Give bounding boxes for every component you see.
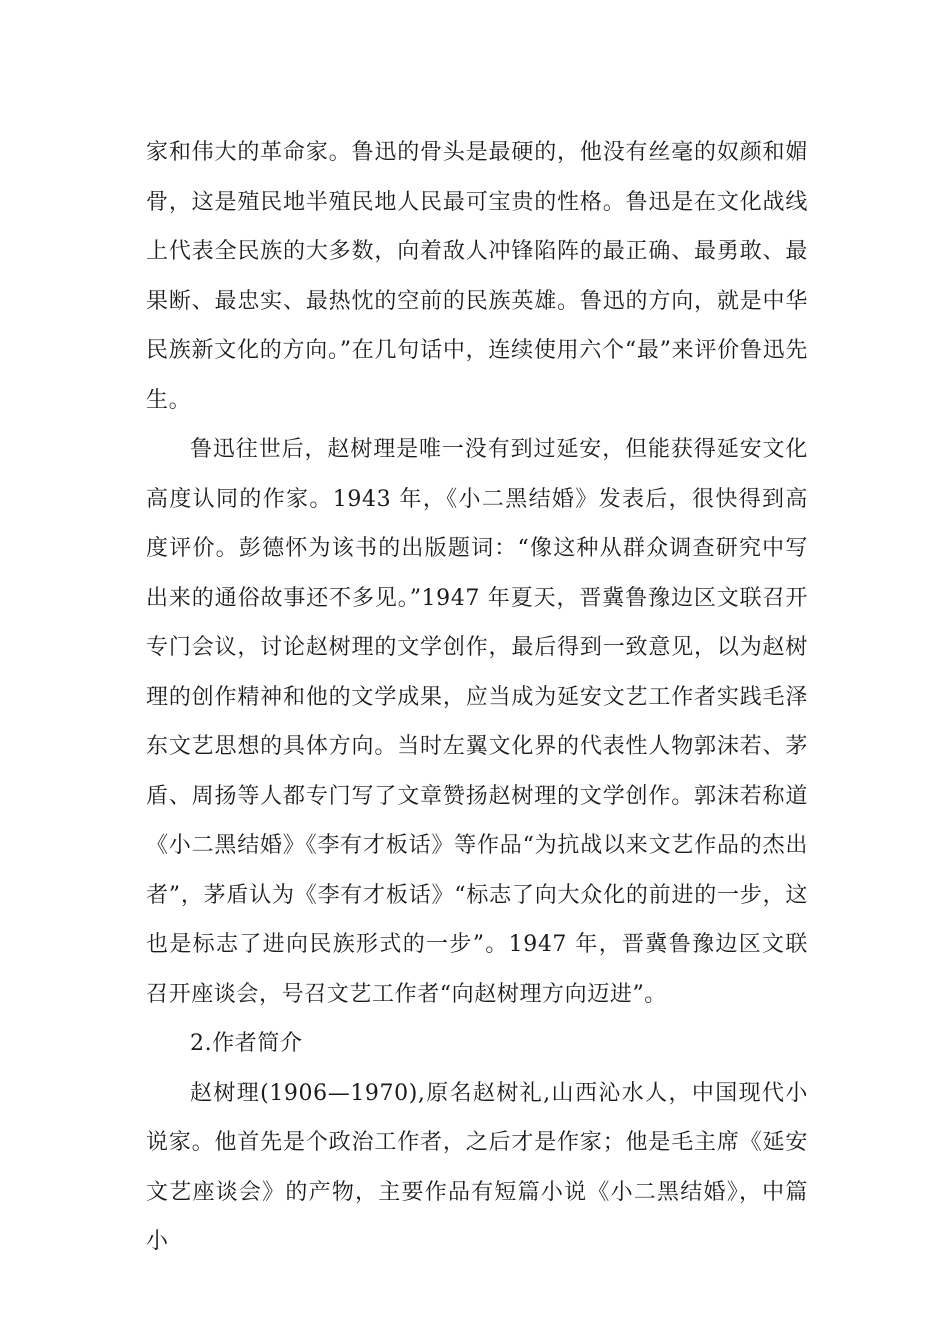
document-body	[146, 128, 808, 1267]
section-heading-author-intro: 2.作者简介	[190, 1031, 303, 1056]
paragraph-zhao-shuli-recognition: 鲁迅往世后，赵树理是唯一没有到过延安，但能获得延安文化高度认同的作家。1943 年，《小二黑结婚》发表后，很快得到高度评价。彭德怀为该书的出版题词：“像这种从群众调查研究中写出来的通俗故事还不多见。”1947 年夏天，晋冀鲁豫边区文联召开专门会议，讨论赵树理的文学创作，最后得到一致意见，以为赵树理的创作精神和他的文学成果，应当成为延安文艺工作者实践毛泽东文艺思想的具体方向。当时左翼文化界的代表性人物郭沫若、茅盾、周扬等人都专门写了文章赞扬赵树理的文学创作。郭沫若称道《小二黑结婚》《李有才板话》等作品“为抗战以来文艺作品的杰出者”，茅盾认为《李有才板话》“标志了向大众化的前进的一步，这也是标志了进向民族形式的一步”。1947 年，晋冀鲁豫边区文联召开座谈会，号召文艺工作者“向赵树理方向迈进”。	[146, 437, 808, 1007]
paragraph-author-intro: 赵树理(1906—1970),原名赵树礼,山西沁水人，中国现代小说家。他首先是个政治工作者，之后才是作家；他是毛主席《延安文艺座谈会》的产物，主要作品有短篇小说《小二黑结婚》，中篇小	[146, 1080, 808, 1254]
paragraph-lu-xun-praise: 家和伟大的革命家。鲁迅的骨头是最硬的，他没有丝毫的奴颜和媚骨，这是殖民地半殖民地人民最可宝贵的性格。鲁迅是在文化战线上代表全民族的大多数，向着敌人冲锋陷阵的最正确、最勇敢、最果断、最忠实、最热忱的空前的民族英雄。鲁迅的方向，就是中华民族新文化的方向。”在几句话中，连续使用六个“最”来评价鲁迅先生。	[146, 140, 808, 413]
